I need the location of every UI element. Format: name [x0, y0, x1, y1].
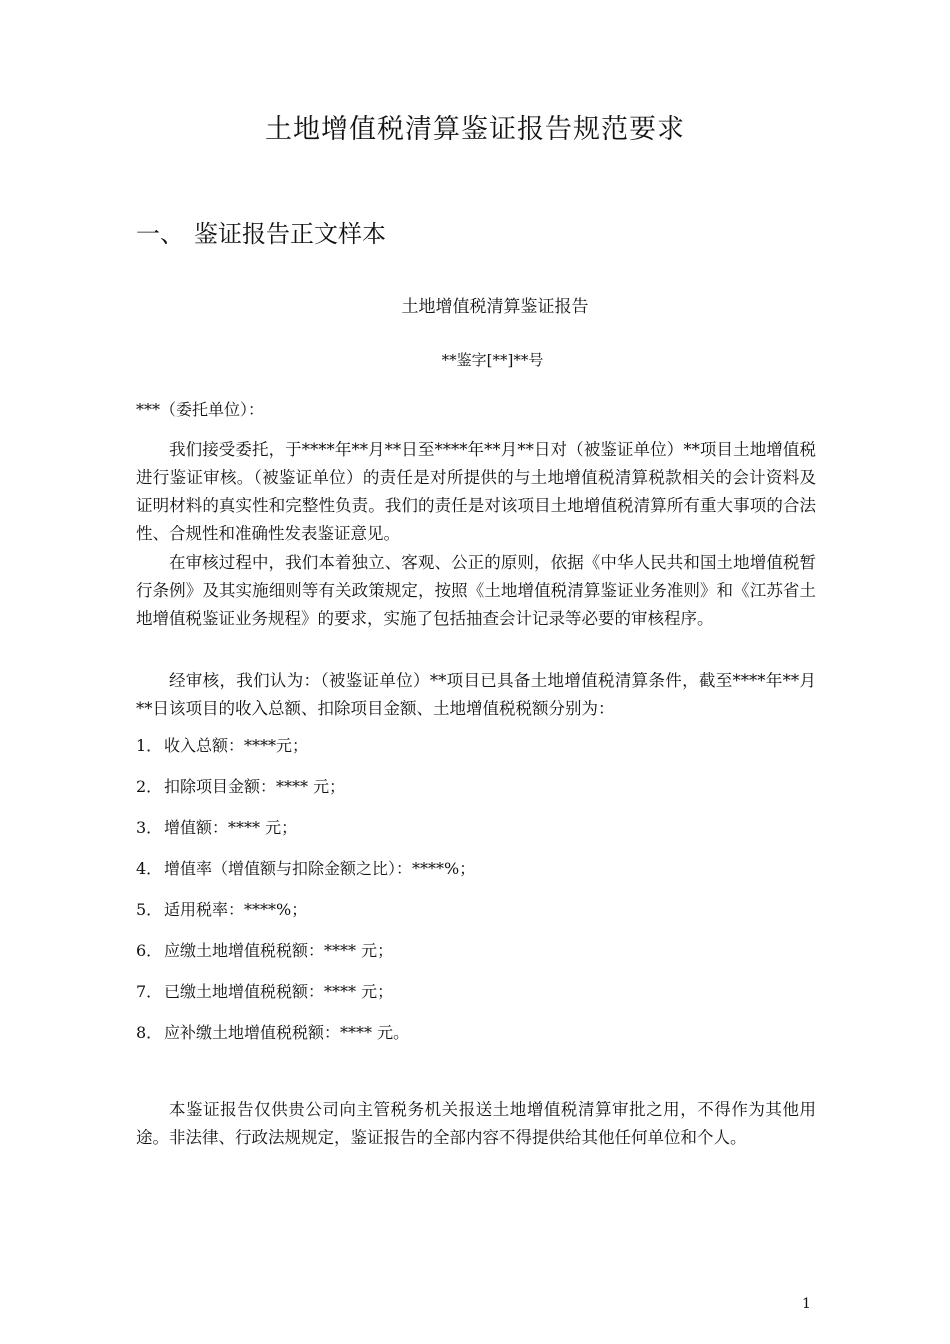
- list-item-text: 适用税率：****%；: [164, 900, 308, 919]
- list-item-index: 4．: [136, 859, 163, 878]
- paragraph-opinion: 经审核，我们认为：（被鉴证单位）**项目已具备土地增值税清算条件，截至****年**月**日该项目的收入总额、扣除项目金额、土地增值税税额分别为：: [136, 671, 816, 718]
- list-item: [136, 815, 475, 856]
- list-item: [136, 938, 475, 979]
- paragraph-procedures: 在审核过程中，我们本着独立、客观、公正的原则，依据《中华人民共和国土地增值税暂行条例》及其实施细则等有关政策规定，按照《土地增值税清算鉴证业务准则》和《江苏省土地增值税鉴证业务规程》的要求，实施了包括抽查会计记录等必要的审核程序。: [136, 553, 816, 628]
- report-title: 土地增值税清算鉴证报告: [401, 297, 589, 317]
- list-item-text: 应缴土地增值税税额：**** 元；: [164, 941, 394, 960]
- list-item-index: 3．: [136, 818, 163, 837]
- list-item-text: 增值率（增值额与扣除金额之比）：****%；: [164, 859, 476, 878]
- list-item-index: 5．: [136, 900, 163, 919]
- list-item: [136, 733, 475, 774]
- section-number: 一、: [136, 220, 184, 248]
- section-heading: [136, 218, 386, 250]
- list-item-text: 收入总额：****元；: [164, 736, 309, 755]
- amount-list: [136, 733, 475, 1061]
- list-item-text: 扣除项目金额：**** 元；: [164, 777, 346, 796]
- list-item-index: 7．: [136, 982, 163, 1001]
- list-item: [136, 856, 475, 897]
- addressee-line: ***（委托单位）：: [136, 400, 265, 419]
- list-item: [136, 774, 475, 815]
- page-number: 1: [802, 1296, 811, 1312]
- section-title: 鉴证报告正文样本: [194, 220, 386, 248]
- list-item: [136, 1020, 475, 1061]
- report-number: **鉴字[**]**号: [441, 351, 544, 369]
- list-item-text: 增值额：**** 元；: [164, 818, 298, 837]
- paragraph-engagement: 我们接受委托，于****年**月**日至****年**月**日对（被鉴证单位）**项目土地增值税进行鉴证审核。（被鉴证单位）的责任是对所提供的与土地增值税清算税款相关的会计资料及证明材料的真实性和完整性负责。我们的责任是对该项目土地增值税清算所有重大事项的合法性、合规性和准确性发表鉴证意见。: [136, 440, 816, 543]
- list-item: [136, 897, 475, 938]
- paragraph-usage-restriction: 本鉴证报告仅供贵公司向主管税务机关报送土地增值税清算审批之用，不得作为其他用途。非法律、行政法规规定，鉴证报告的全部内容不得提供给其他任何单位和个人。: [136, 1100, 816, 1147]
- list-item-text: 已缴土地增值税税额：**** 元；: [164, 982, 394, 1001]
- list-item-index: 1．: [136, 736, 163, 755]
- list-item-text: 应补缴土地增值税税额：**** 元。: [164, 1023, 410, 1042]
- list-item-index: 6．: [136, 941, 163, 960]
- list-item: [136, 979, 475, 1020]
- list-item-index: 8．: [136, 1023, 163, 1042]
- list-item-index: 2．: [136, 777, 163, 796]
- document-title: 土地增值税清算鉴证报告规范要求: [265, 114, 685, 145]
